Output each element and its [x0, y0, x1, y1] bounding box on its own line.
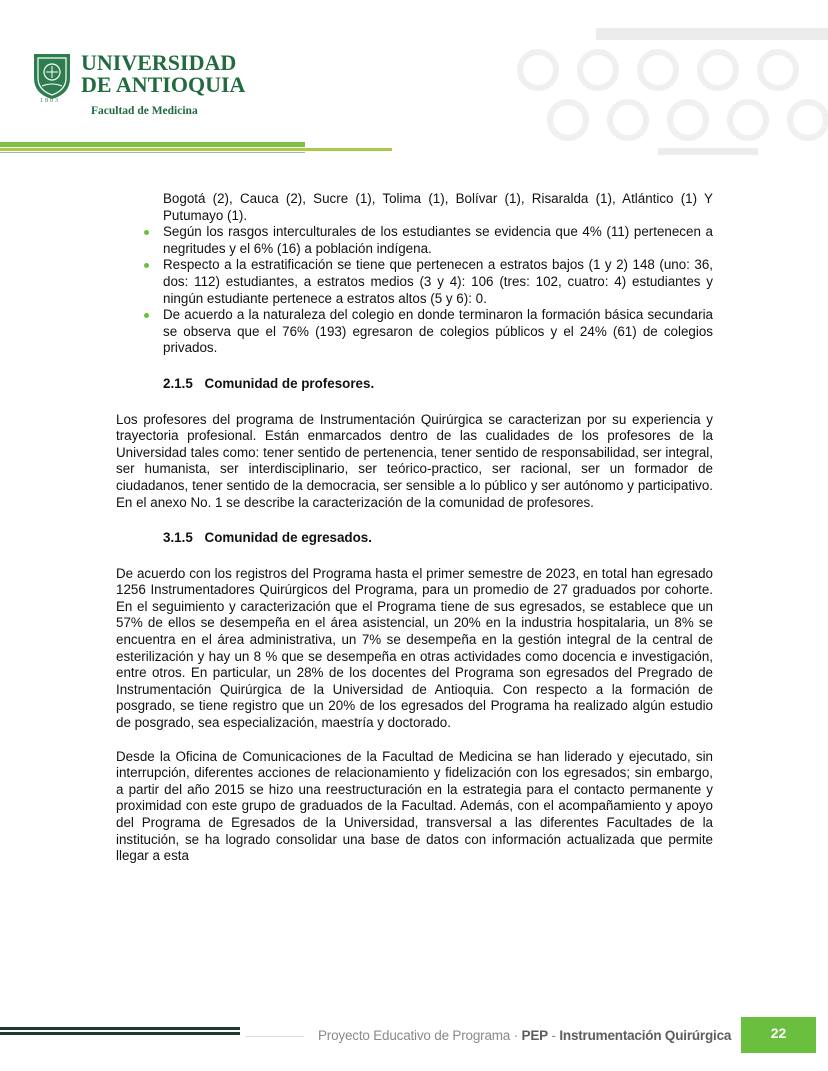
section-title: Comunidad de egresados.	[204, 530, 372, 546]
page-content	[116, 191, 713, 865]
paragraph-egresados-2: Desde la Oficina de Comunicaciones de la Facultad de Medicina se han liderado y ejecutado, sin interrupción, diferentes acciones de relacionamiento y fidelización con los egresados; sin embargo, a partir del año 2015 se hizo una reestructuración en la estrategia para el contacto permanente y proximidad con este grupo de graduados de la Facultad. Además, con el acompañamiento y apoyo del Programa de Egresados de la Universidad, transversal a las diferentes Facultades de la institución, se ha logrado consolidar una base de datos con información actualizada que permite llegar a esta	[116, 748, 713, 864]
header-grey-rule	[0, 152, 305, 153]
paragraph-egresados-1: De acuerdo con los registros del Programa hasta el primer semestre de 2023, en total han egresado 1256 Instrumentadores Quirúrgicos del Programa, para un promedio de 27 graduados por cohorte. En el seguimiento y caracterización que el Programa tiene de sus egresados, se establece que un 57% de ellos se desempeña en el área asistencial, un 20% en la industria hospitalaria, un 8% se encuentra en el área administrativa, un 7% se desempeña en la gestión integral de la central de esterilización y hay un 8 % que se desempeña en otras actividades como docencia e investigación, entre otros. En particular, un 28% de los docentes del Programa son egresados del Pregrado de Instrumentación Quirúrgica de la Universidad de Antioquia. Con respecto a la formación de posgrado, se tiene registro que un 20% de los egresados del Programa ha realizado algún estudio de posgrado, sea especialización, maestría y doctorado.	[116, 565, 713, 731]
university-name	[81, 52, 245, 96]
footer-divider	[246, 1036, 304, 1037]
faculty-name: Facultad de Medicina	[91, 105, 198, 117]
footer-doc-separator: -	[551, 1028, 556, 1043]
section-heading-egresados	[163, 530, 713, 547]
list-item-continuation: Bogotá (2), Cauca (2), Sucre (1), Tolima (1), Bolívar (1), Risaralda (1), Atlántico (1) Y Putumayo (1).	[163, 191, 713, 223]
footer-rules	[0, 1027, 240, 1041]
list-item: De acuerdo a la naturaleza del colegio en donde terminaron la formación básica secundaria se observa que el 76% (193) egresaron de colegios públicos y el 24% (61) de colegios privados.	[163, 307, 713, 356]
footer-document-title	[318, 1028, 731, 1043]
university-name-line1: UNIVERSIDAD	[81, 50, 237, 75]
header-green-rule	[0, 142, 305, 147]
header-lime-rule	[0, 148, 392, 151]
section-heading-profesores	[163, 376, 713, 393]
bullet-list	[163, 191, 713, 357]
footer-doc-prefix: Proyecto Educativo de Programa ·	[318, 1028, 518, 1043]
header-pattern-decoration	[498, 20, 828, 160]
footer-doc-program: Instrumentación Quirúrgica	[559, 1028, 732, 1043]
header-right-bar	[658, 148, 758, 155]
section-number: 2.1.5	[163, 375, 193, 391]
university-name-line2: DE ANTIOQUIA	[81, 72, 246, 97]
footer-doc-pep: PEP	[521, 1028, 548, 1043]
footer-rule	[0, 1027, 240, 1030]
section-number: 3.1.5	[163, 530, 193, 546]
page-number-badge: 22	[741, 1017, 816, 1053]
seal-year: 1803	[40, 98, 60, 104]
section-title: Comunidad de profesores.	[204, 375, 375, 391]
list-item: Según los rasgos interculturales de los estudiantes se evidencia que 4% (11) pertenecen a negritudes y el 6% (16) a población indígena.	[163, 224, 713, 256]
list-item: Respecto a la estratificación se tiene que pertenecen a estratos bajos (1 y 2) 148 (uno: 36, dos: 112) estudiantes, a estratos medios (3 y 4): 106 (tres: 102, cuatro: 4) estudiantes y ningún estudiante pertenece a estratos altos (5 y 6): 0.	[163, 257, 713, 306]
university-seal-icon	[30, 48, 74, 100]
header-grey-bar	[596, 28, 828, 40]
paragraph-profesores: Los profesores del programa de Instrumentación Quirúrgica se caracterizan por su experiencia y trayectoria profesional. Están enmarcados dentro de las cualidades de los profesores de la Universidad tales como: tener sentido de pertenencia, tener sentido de responsabilidad, ser integral, ser humanista, ser interdisciplinario, ser teórico-practico, ser racional, ser un formador de ciudadanos, tener sentido de la democracia, ser sensible a lo público y ser autónomo y participativo. En el anexo No. 1 se describe la caracterización de la comunidad de profesores.	[116, 411, 713, 510]
footer-rule	[0, 1032, 240, 1035]
